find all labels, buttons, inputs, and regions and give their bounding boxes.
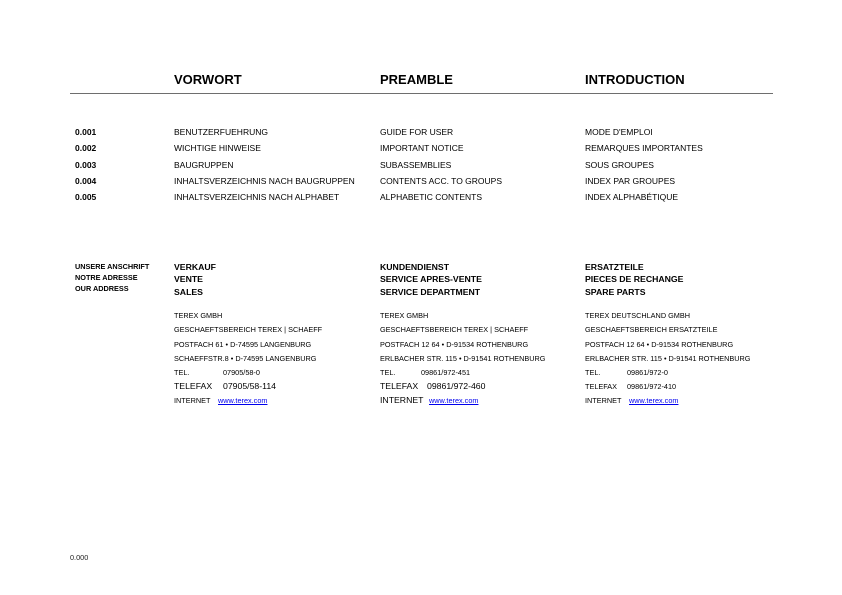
dept-title: SERVICE DEPARTMENT <box>380 287 481 297</box>
dept-title: SALES <box>174 287 203 297</box>
dept-title: KUNDENDIENST <box>380 262 450 272</box>
internet-label: INTERNET <box>585 396 622 405</box>
tel-label: TEL. <box>174 368 190 377</box>
internet-link[interactable]: www.terex.com <box>429 396 479 405</box>
internet-link[interactable]: www.terex.com <box>629 396 679 405</box>
dept-title: VERKAUF <box>174 262 216 272</box>
page-number: 0.000 <box>70 553 89 562</box>
company-name: TEREX GMBH <box>174 311 223 320</box>
fax-value: 09861/972-460 <box>427 381 486 391</box>
toc-item-de[interactable]: WICHTIGE HINWEISE <box>174 143 261 153</box>
toc-item-fr[interactable]: INDEX PAR GROUPES <box>585 176 676 186</box>
toc-item-en[interactable]: GUIDE FOR USER <box>380 127 454 137</box>
internet-label: INTERNET <box>174 396 211 405</box>
header-vorwort: VORWORT <box>174 72 242 87</box>
toc-number: 0.004 <box>75 176 97 186</box>
toc-number: 0.002 <box>75 143 97 153</box>
header-preamble: PREAMBLE <box>380 72 453 87</box>
dept-title: ERSATZTEILE <box>585 262 644 272</box>
internet-label: INTERNET <box>380 395 424 405</box>
postbox: POSTFACH 12 64 • D-91534 ROTHENBURG <box>380 340 529 349</box>
fax-value: 09861/972-410 <box>627 382 677 391</box>
dept-title: VENTE <box>174 274 203 284</box>
division: GESCHAEFTSBEREICH TEREX | SCHAEFF <box>380 325 529 334</box>
toc-item-fr[interactable]: MODE D'EMPLOI <box>585 127 653 137</box>
internet-link[interactable]: www.terex.com <box>218 396 268 405</box>
tel-value: 09861/972-0 <box>627 368 668 377</box>
dept-title: SPARE PARTS <box>585 287 646 297</box>
tel-label: TEL. <box>585 368 601 377</box>
dept-title: SERVICE APRES-VENTE <box>380 274 482 284</box>
toc-item-fr[interactable]: INDEX ALPHABÉTIQUE <box>585 192 679 202</box>
toc-item-en[interactable]: SUBASSEMBLIES <box>380 160 452 170</box>
toc-item-en[interactable]: ALPHABETIC CONTENTS <box>380 192 483 202</box>
toc-item-de[interactable]: INHALTSVERZEICHNIS NACH ALPHABET <box>174 192 340 202</box>
toc-item-en[interactable]: IMPORTANT NOTICE <box>380 143 464 153</box>
toc-number: 0.001 <box>75 127 97 137</box>
street: ERLBACHER STR. 115 • D-91541 ROTHENBURG <box>380 354 546 363</box>
toc-number: 0.003 <box>75 160 97 170</box>
fax-label: TELEFAX <box>585 382 618 391</box>
tel-value: 07905/58-0 <box>223 368 260 377</box>
company-name: TEREX DEUTSCHLAND GMBH <box>585 311 691 320</box>
fax-label: TELEFAX <box>174 381 213 391</box>
division: GESCHAEFTSBEREICH ERSATZTEILE <box>585 325 718 334</box>
street: SCHAEFFSTR.8 • D-74595 LANGENBURG <box>174 354 317 363</box>
header-introduction: INTRODUCTION <box>585 72 685 87</box>
tel-label: TEL. <box>380 368 396 377</box>
fax-label: TELEFAX <box>380 381 419 391</box>
toc-item-de[interactable]: BAUGRUPPEN <box>174 160 234 170</box>
address-label-de: UNSERE ANSCHRIFT <box>75 262 150 271</box>
dept-title: PIECES DE RECHANGE <box>585 274 684 284</box>
toc-number: 0.005 <box>75 192 97 202</box>
address-label-en: OUR ADDRESS <box>75 284 129 293</box>
postbox: POSTFACH 12 64 • D-91534 ROTHENBURG <box>585 340 734 349</box>
company-name: TEREX GMBH <box>380 311 429 320</box>
toc-item-de[interactable]: BENUTZERFUEHRUNG <box>174 127 268 137</box>
postbox: POSTFACH 61 • D-74595 LANGENBURG <box>174 340 312 349</box>
address-label-fr: NOTRE ADRESSE <box>75 273 138 282</box>
tel-value: 09861/972-451 <box>421 368 471 377</box>
toc-item-fr[interactable]: REMARQUES IMPORTANTES <box>585 143 703 153</box>
header-divider <box>70 93 773 94</box>
toc-item-fr[interactable]: SOUS GROUPES <box>585 160 654 170</box>
division: GESCHAEFTSBEREICH TEREX | SCHAEFF <box>174 325 323 334</box>
toc-item-de[interactable]: INHALTSVERZEICHNIS NACH BAUGRUPPEN <box>174 176 355 186</box>
toc-item-en[interactable]: CONTENTS ACC. TO GROUPS <box>380 176 503 186</box>
street: ERLBACHER STR. 115 • D-91541 ROTHENBURG <box>585 354 751 363</box>
fax-value: 07905/58-114 <box>223 381 276 391</box>
